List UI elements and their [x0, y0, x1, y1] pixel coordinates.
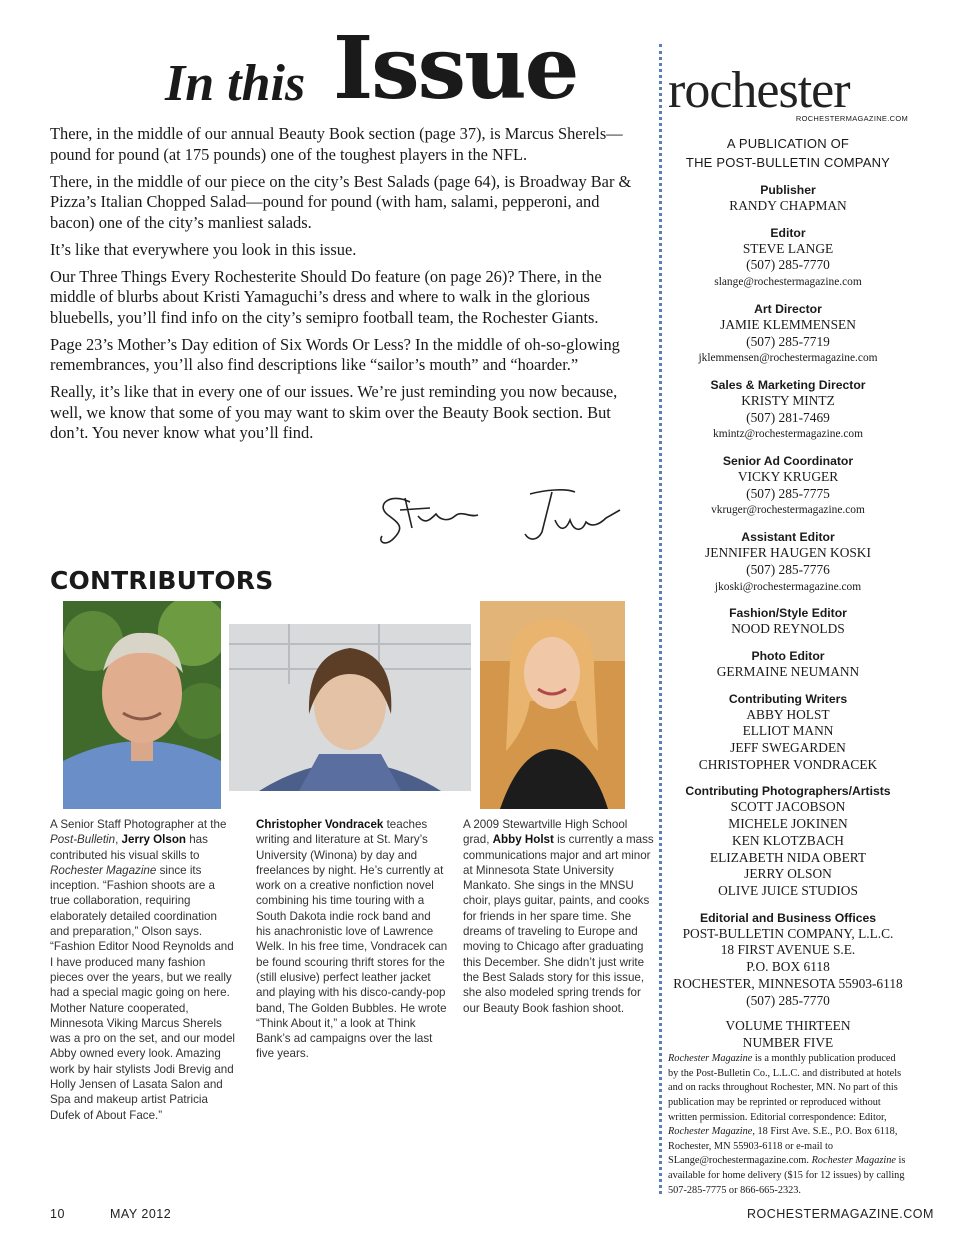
bio-text: A 2009 Stewartville High School grad, [463, 818, 628, 847]
staff-block [668, 529, 908, 595]
staff-role: Assistant Editor [741, 530, 835, 545]
staff-role: Sales & Marketing Director [710, 377, 866, 392]
logo-url: ROCHESTERMAGAZINE.COM [795, 114, 908, 123]
staff-line: ABBY HOLST [746, 706, 830, 722]
letter-paragraph: There, in the middle of our piece on the city’s Best Salads (page 64), is Broadway Bar & Pizza’s Italian Chopped Salad—pound for pound (with ham, salami, pepperoni, and bacon) one of the city’s manliest salads. [50, 171, 632, 232]
staff-line: KRISTY MINTZ [741, 392, 835, 408]
publication-name: Post-Bulletin [50, 833, 116, 847]
disclaimer-text: is available for home delivery ($15 for 12 issues) by calling 507-285-7775 or 866-665-2323. [668, 1155, 906, 1196]
magazine-name: Rochester Magazine [668, 1053, 753, 1065]
masthead [668, 64, 908, 1198]
staff-email[interactable]: jkoski@rochestermagazine.com [714, 580, 862, 593]
staff-role: Art Director [754, 301, 822, 316]
staff-role: Editorial and Business Offices [699, 910, 877, 925]
title-in-this: In this [165, 55, 306, 112]
footer-url[interactable]: ROCHESTERMAGAZINE.COM [747, 1207, 934, 1221]
staff-email[interactable]: slange@rochestermagazine.com [714, 276, 862, 289]
letter-paragraph: Really, it’s like that in every one of our issues. We’re just reminding you now because, well, we know that some of you may want to skim over the Beauty Book section. But don’t. You never know what you’ll find. [50, 382, 618, 442]
staff-line: (507) 285-7770 [746, 257, 830, 273]
page-number: 10 [50, 1207, 65, 1221]
staff-line: JAMIE KLEMMENSEN [720, 316, 856, 332]
staff-role: Contributing Photographers/Artists [685, 784, 891, 799]
issue-date: MAY 2012 [110, 1207, 172, 1221]
staff-line: GERMAINE NEUMANN [716, 663, 860, 679]
editors-letter [50, 124, 640, 450]
staff-block [668, 605, 908, 638]
staff-line: NOOD REYNOLDS [731, 621, 845, 637]
staff-line: CHRISTOPHER VONDRACEK [698, 756, 878, 772]
staff-line: JERRY OLSON [744, 866, 832, 882]
publication-line [668, 135, 908, 172]
letter-paragraph: It’s like that everywhere you look in this issue. [50, 239, 357, 259]
staff-block [668, 377, 908, 443]
staff-line: JEFF SWEGARDEN [730, 740, 846, 756]
disclaimer-text: is a monthly publication produced by the Post-Bulletin Co., L.L.C. and distributed at hotels and on racks throughout Rochester, MN. No part of this publication may be reprinted or reproduced without written permission. Editorial correspondence: Editor, [668, 1053, 902, 1123]
bio-christopher-vondracek [256, 817, 448, 1062]
staff-line: P.O. BOX 6118 [746, 959, 830, 975]
staff-line: SCOTT JACOBSON [730, 799, 846, 815]
publication-line-2: THE POST-BULLETIN COMPANY [685, 154, 891, 170]
staff-line: (507) 285-7775 [746, 485, 830, 501]
column-divider [659, 44, 663, 1194]
magazine-logo: rochester [668, 62, 850, 119]
staff-role: Contributing Writers [728, 691, 848, 706]
staff-line: (507) 285-7719 [746, 333, 830, 349]
staff-line: MICHELE JOKINEN [728, 816, 848, 832]
contributors-heading: CONTRIBUTORS [50, 566, 274, 595]
staff-line: POST-BULLETIN COMPANY, L.L.C. [682, 925, 894, 941]
staff-line: VICKY KRUGER [737, 469, 839, 485]
volume-info [668, 1018, 908, 1051]
staff-block [668, 691, 908, 774]
staff-role: Editor [770, 225, 806, 240]
bio-text: has contributed his visual skills to [50, 833, 208, 862]
staff-line: (507) 281-7469 [746, 409, 830, 425]
staff-line: ELLIOT MANN [742, 723, 834, 739]
staff-line: (507) 285-7770 [746, 992, 830, 1008]
staff-block [668, 910, 908, 1010]
bio-text: , [115, 833, 122, 847]
staff-role: Publisher [760, 183, 816, 197]
magazine-name: Rochester Magazine [811, 1155, 896, 1167]
staff-list [668, 182, 908, 1009]
staff-block [668, 783, 908, 899]
title-issue: Issue [333, 18, 578, 119]
abby-holst-photo [480, 601, 625, 809]
staff-email[interactable]: jklemmensen@rochestermagazine.com [698, 352, 878, 365]
bio-text: since its inception. “Fashion shoots are a true collaboration, requiring elaborately detailed coordination and preparation,” Olson says. “Fashion Editor Nood Reynolds and I have produced many fashion pieces over the years, but we really had a special magic going on here. Mother Nature cooperated, Minnesota Viking Marcus Sherels was a pro on the set, and our model Abby owned every look. Amazing work by hair stylists Jodi Brevig and Holly Jensen of Lasata Salon and Spa and makeup artist Patricia Dufek of About Face.” [50, 863, 235, 1122]
staff-block [668, 225, 908, 291]
contributor-name: Christopher Vondracek [256, 818, 384, 831]
disclaimer-text: , 18 First Ave. S.E., P.O. Box 6118, Rochester, MN 55903-6118 or e-mail to SLange@rochestermagazine.com. [668, 1126, 898, 1167]
bio-text: is currently a mass communications major and art minor at Minnesota State University Mankato. She sings in the MNSU choir, plays guitar, paints, and cooks for friends in her spare time. She dreams of traveling to Europe and moving to Chicago after graduating this December. She didn’t just write the Best Salads story for this issue, she also modeled spring trends for our Beauty Book fashion shoot. [463, 833, 654, 1015]
letter-paragraph: Page 23’s Mother’s Day edition of Six Words Or Less? In the middle of oh-so-glowing remembrances, you’ll also find descriptions like “sailor’s mouth” and “hoarder.” [50, 334, 620, 374]
letter-paragraph: Our Three Things Every Rochesterite Should Do feature (on page 26)? There, in the middle of blurbs about Kristi Yamaguchi’s dress and where to walk in the glorious bluebells, you’ll find info on the city’s semipro football team, the Rochester Giants. [50, 266, 602, 327]
publication-line-1: A PUBLICATION OF [726, 136, 850, 151]
contributor-name: Abby Holst [492, 833, 554, 847]
staff-role: Senior Ad Coordinator [722, 454, 854, 469]
bio-abby-holst [463, 817, 655, 1016]
staff-email[interactable]: vkruger@rochestermagazine.com [711, 504, 865, 517]
staff-line: STEVE LANGE [742, 240, 834, 256]
publication-disclaimer [668, 1052, 908, 1198]
staff-line: KEN KLOTZBACH [732, 832, 844, 848]
staff-block [668, 648, 908, 681]
staff-line: ELIZABETH NIDA OBERT [709, 849, 867, 865]
staff-line: 18 FIRST AVENUE S.E. [720, 942, 856, 958]
christopher-vondracek-photo [229, 624, 471, 791]
editor-signature [370, 480, 630, 560]
staff-block [668, 301, 908, 367]
staff-email[interactable]: kmintz@rochestermagazine.com [713, 428, 863, 441]
bio-jerry-olson [50, 817, 238, 1123]
staff-line: (507) 285-7776 [746, 561, 830, 577]
staff-line: OLIVE JUICE STUDIOS [718, 882, 858, 898]
bio-text: A Senior Staff Photographer at the [50, 818, 227, 831]
staff-role: Photo Editor [751, 648, 825, 663]
volume-number: VOLUME THIRTEEN [725, 1018, 851, 1034]
staff-block [668, 453, 908, 519]
staff-block [668, 182, 908, 215]
staff-line: ROCHESTER, MINNESOTA 55903-6118 [673, 975, 903, 991]
magazine-name: Rochester Magazine [668, 1126, 753, 1138]
jerry-olson-photo [63, 601, 221, 809]
staff-role: Fashion/Style Editor [729, 606, 847, 621]
contributor-name: Jerry Olson [121, 833, 186, 847]
letter-paragraph: There, in the middle of our annual Beauty Book section (page 37), is Marcus Sherels—pound for pound (at 175 pounds) one of the toughest players in the NFL. [50, 124, 623, 164]
magazine-name: Rochester Magazine [50, 863, 157, 877]
issue-number: NUMBER FIVE [742, 1034, 834, 1050]
staff-line: JENNIFER HAUGEN KOSKI [705, 545, 871, 561]
page-title [165, 18, 578, 119]
staff-line: RANDY CHAPMAN [729, 198, 847, 213]
bio-text: teaches writing and literature at St. Mary’s University (Winona) by day and freelances by night. He’s currently at work on a creative nonfiction novel combining his time touring with a South Dakota indie rock band and his anachronistic love of Lawrence Welk. In his free time, Vondracek can be found scouring thrift stores for the (still elusive) perfect leather jacket and playing with his disco-candy-pop band, The Golden Bubbles. He wrote “Think About it,” a look at Think Bank’s ad campaigns over the last five years. [256, 818, 448, 1061]
